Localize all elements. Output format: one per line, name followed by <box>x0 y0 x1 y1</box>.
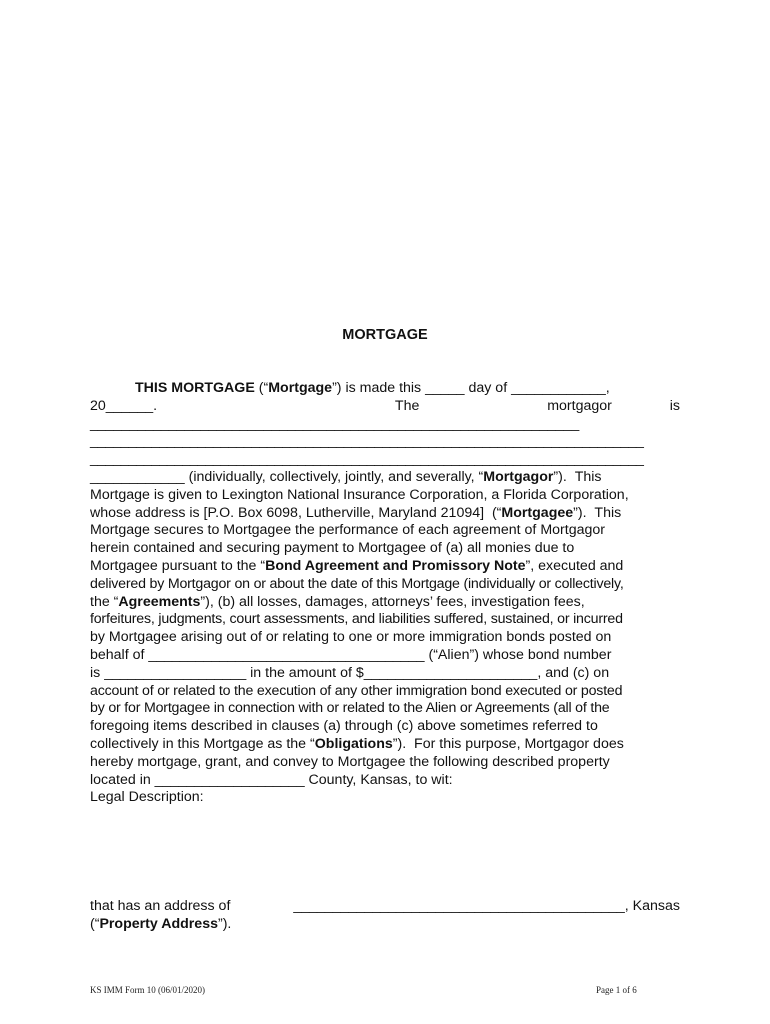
line-text: behalf of ___________________________________ (“Alien”) whose bond number <box>90 646 612 663</box>
document-body <box>90 380 680 807</box>
paragraph-line <box>90 487 680 505</box>
paragraph-line <box>90 522 680 540</box>
paragraph-line <box>90 665 680 683</box>
line-text: foregoing items described in clauses (a) through (c) above sometimes referred to <box>90 718 598 735</box>
paragraph-line <box>90 576 680 594</box>
line-text: is __________________ in the amount of $______________________, and (c) on <box>90 664 610 681</box>
address-line <box>90 898 680 916</box>
line-text: ____________ (individually, collectively, jointly, and severally, “Mortgagor”). This <box>90 468 602 485</box>
line-text: Mortgage secures to Mortgagee the performance of each agreement of Mortgagor <box>90 522 605 539</box>
paragraph-line <box>90 700 680 718</box>
paragraph-line <box>90 736 680 754</box>
line-text: (“Property Address”). <box>90 915 232 932</box>
paragraph-line <box>90 772 680 790</box>
blank-line <box>90 416 680 434</box>
line-text: whose address is [P.O. Box 6098, Lutherville, Maryland 21094] (“Mortgagee”). This <box>90 504 622 521</box>
line-1-text: THIS MORTGAGE (“Mortgage”) is made this _____ day of ____________, <box>135 380 610 396</box>
line-text: ______________________________________________________________ <box>90 415 580 432</box>
line-text: located in ___________________ County, Kansas, to wit: <box>90 771 453 788</box>
line-text: the “Agreements”), (b) all losses, damages, attorneys’ fees, investigation fees, <box>90 593 585 610</box>
blank-line <box>90 433 680 451</box>
line-text: by or for Mortgagee in connection with or related to the Alien or Agreements (all of the <box>90 700 610 717</box>
line-text: hereby mortgage, grant, and convey to Mortgagee the following described property <box>90 753 610 770</box>
legal-description-label: Legal Description: <box>90 789 204 806</box>
paragraph-line <box>90 505 680 523</box>
blank-line <box>90 451 680 469</box>
paragraph-line <box>90 789 680 807</box>
address-line <box>90 916 680 934</box>
line-text: ________________________________________________________________________ <box>90 433 644 450</box>
property-address-section <box>90 898 680 934</box>
paragraph-line <box>90 380 725 398</box>
line-text: Mortgage is given to Lexington National Insurance Corporation, a Florida Corporation, <box>90 486 629 503</box>
line-text: account of or related to the execution of any other immigration bond executed or posted <box>90 682 623 699</box>
paragraph-line <box>90 540 680 558</box>
paragraph-line <box>90 611 680 629</box>
paragraph-line <box>90 718 680 736</box>
paragraph-line <box>90 647 680 665</box>
paragraph-line <box>90 629 680 647</box>
line-text: by Mortgagee arising out of or relating to one or more immigration bonds posted on <box>90 629 612 646</box>
paragraph-line <box>90 398 680 416</box>
document-title: MORTGAGE <box>342 327 428 343</box>
line-text: The <box>394 397 420 414</box>
line-text: ________________________________________________________________________ <box>90 451 644 468</box>
paragraph-line <box>90 558 680 576</box>
line-text: is <box>669 397 680 414</box>
line-text: mortgagor <box>547 397 612 414</box>
line-text: Mortgagee pursuant to the “Bond Agreement and Promissory Note”, executed and <box>90 557 624 574</box>
paragraph-line <box>90 754 680 772</box>
line-text: that has an address of <box>90 898 231 914</box>
line-text: forfeitures, judgments, court assessments, and liabilities suffered, sustained, or incurred <box>90 611 623 628</box>
line-text: delivered by Mortgagor on or about the date of this Mortgage (individually or collectively, <box>90 575 624 592</box>
line-text: collectively in this Mortgage as the “Obligations”). For this purpose, Mortgagor does <box>90 735 624 752</box>
paragraph-line <box>90 469 680 487</box>
line-text: 20______. <box>90 397 158 414</box>
paragraph-line <box>90 683 680 701</box>
line-text: __________________________________________, Kansas <box>293 898 680 914</box>
paragraph-line <box>90 594 680 612</box>
line-text: herein contained and securing payment to Mortgagee of (a) all monies due to <box>90 540 575 557</box>
page-number-footer: Page 1 of 6 <box>596 985 637 995</box>
form-id-footer: KS IMM Form 10 (06/01/2020) <box>90 985 206 995</box>
